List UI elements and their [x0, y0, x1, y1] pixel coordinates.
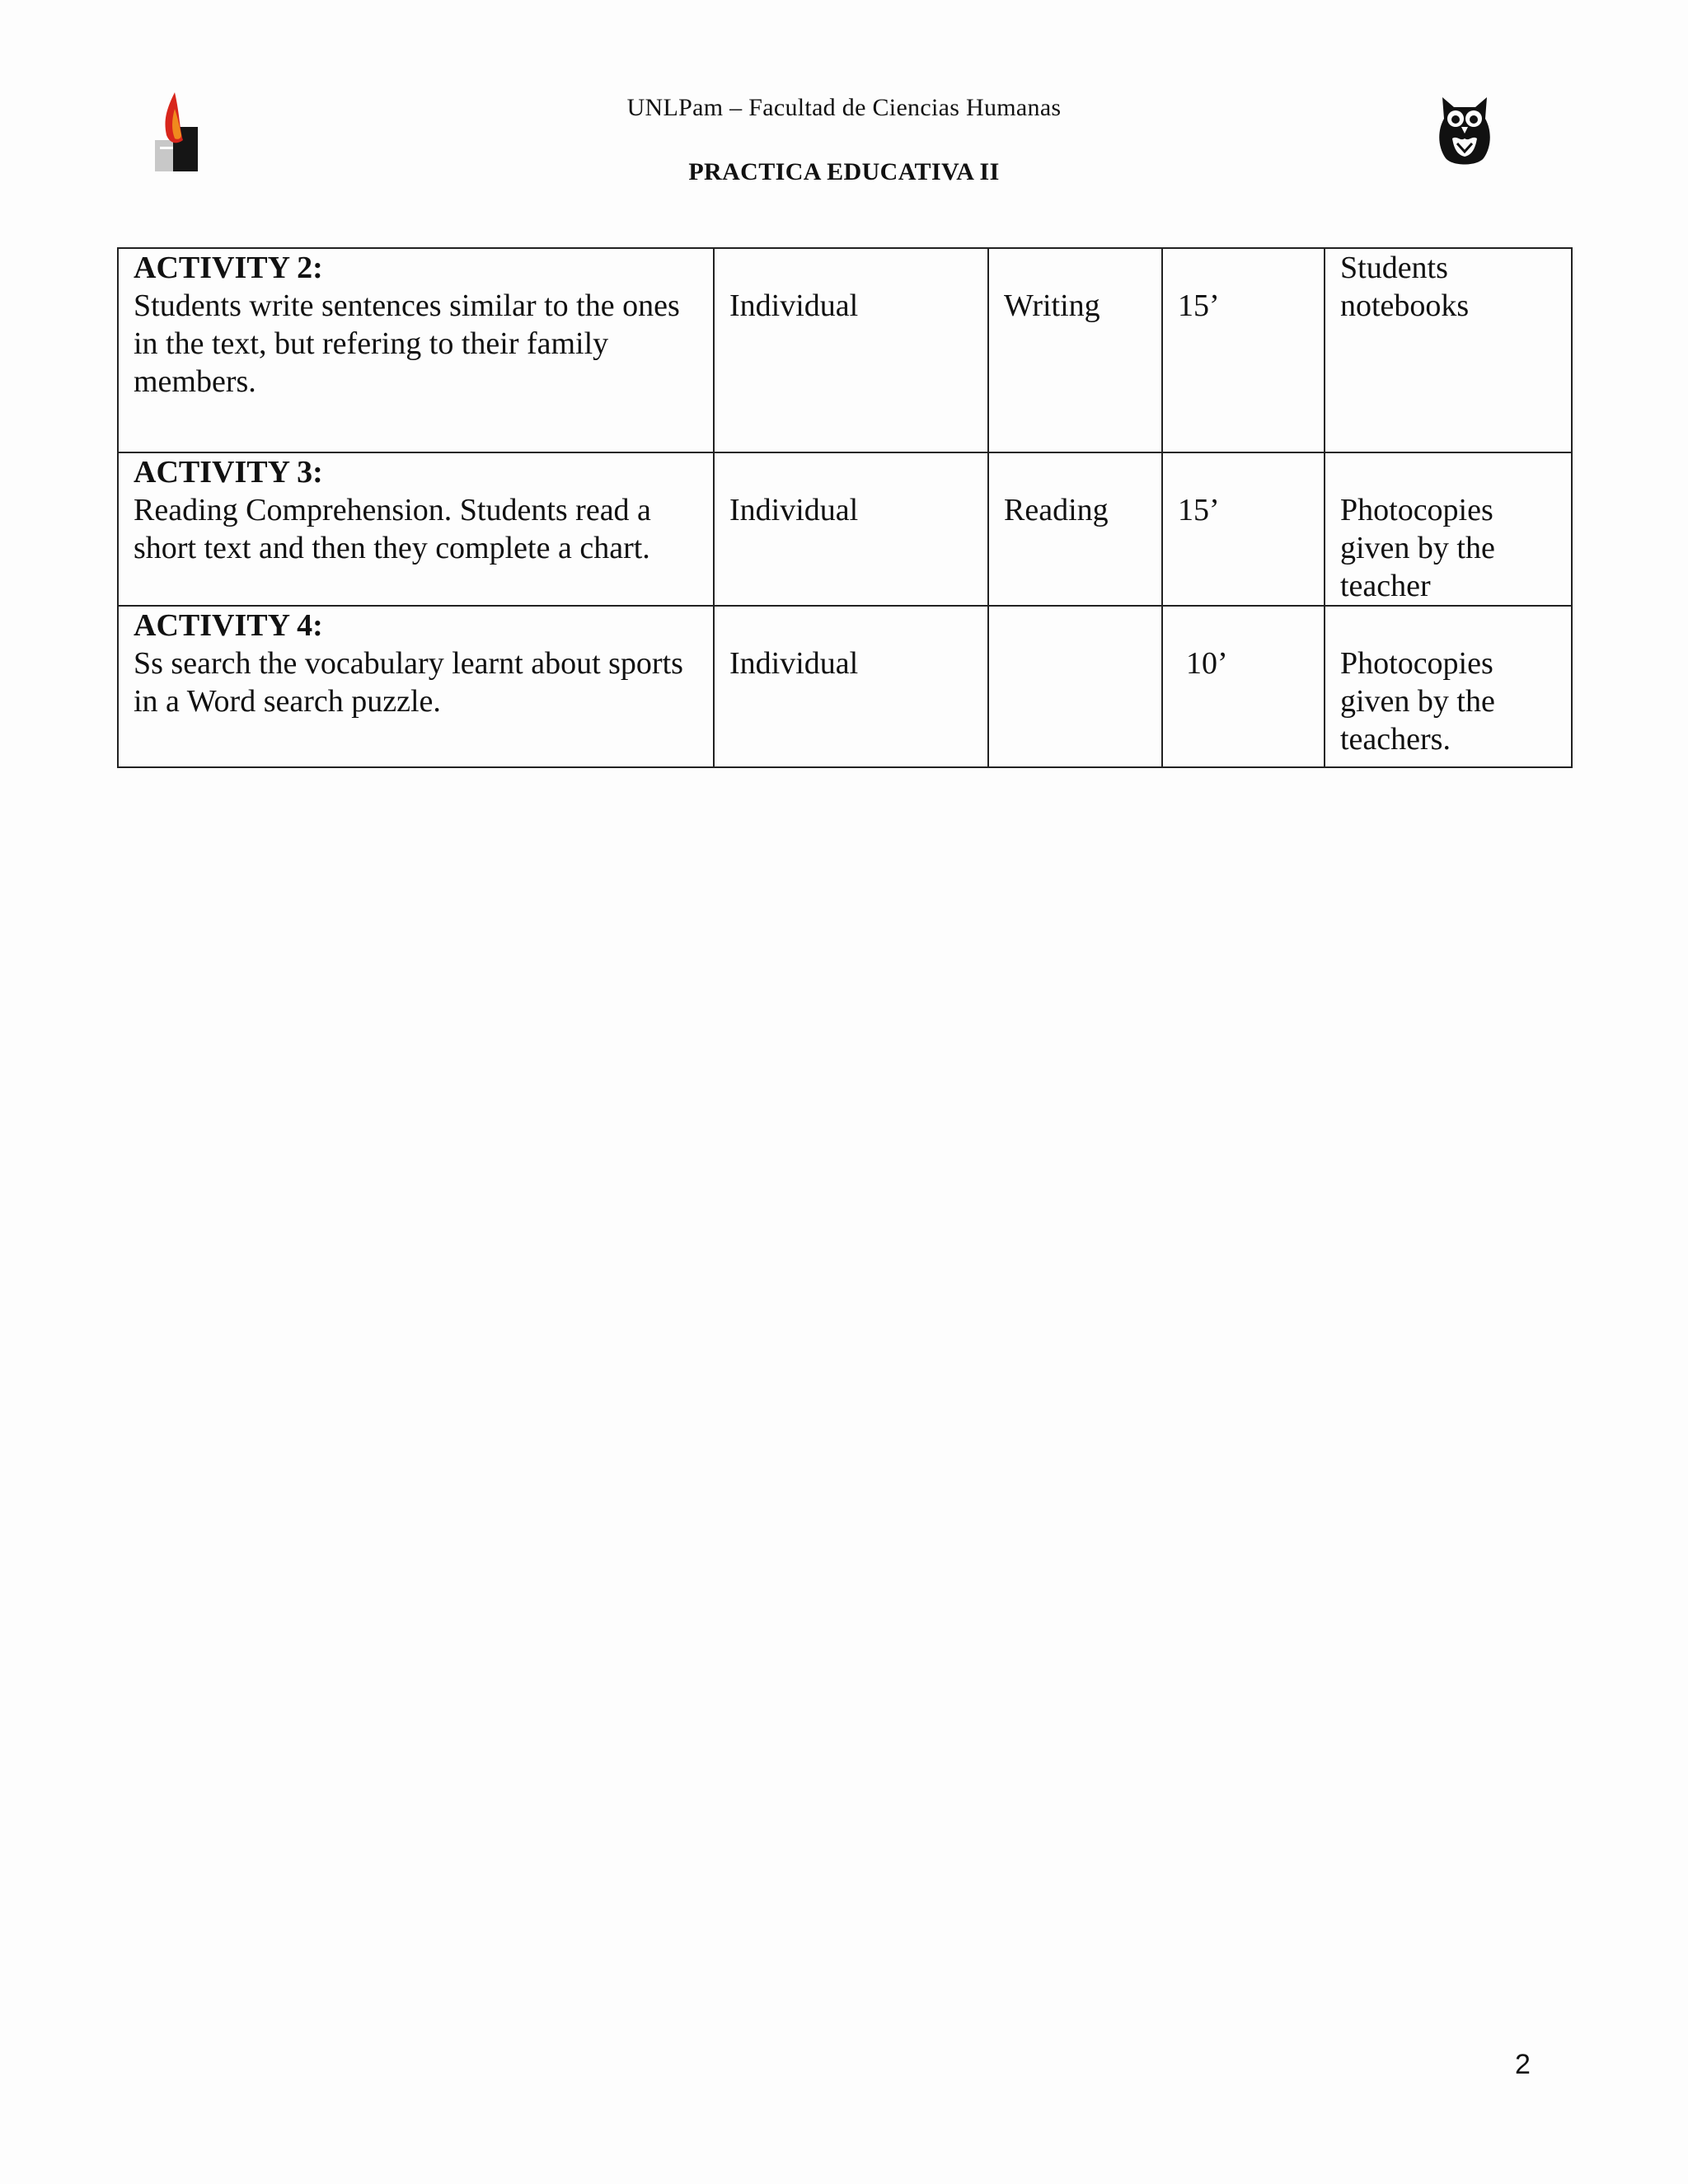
resources-cell: Photocopies given by the teacher — [1325, 452, 1572, 606]
time-cell: 15’ — [1162, 452, 1325, 606]
activity-description: Reading Comprehension. Students read a short text and then they complete a chart. — [134, 493, 651, 565]
time-cell: 15’ — [1162, 248, 1325, 452]
activity-description-cell — [118, 248, 714, 452]
skill-cell — [988, 606, 1162, 767]
activity-description: Ss search the vocabulary learnt about sports in a Word search puzzle. — [134, 646, 683, 719]
activity-description-cell — [118, 452, 714, 606]
table-row — [118, 248, 1572, 452]
skill-cell: Reading — [988, 452, 1162, 606]
page-header — [0, 0, 1688, 214]
header-institution: UNLPam – Facultad de Ciencias Humanas — [626, 94, 1062, 121]
table-row — [118, 606, 1572, 767]
activity-description: Students write sentences similar to the ones in the text, but refering to their family members. — [134, 288, 680, 399]
resources-cell: Students notebooks — [1325, 248, 1572, 452]
organization-cell: Individual — [714, 248, 988, 452]
resources-cell: Photocopies given by the teachers. — [1325, 606, 1572, 767]
skill-cell: Writing — [988, 248, 1162, 452]
owl-logo-icon — [1436, 94, 1493, 168]
organization-cell: Individual — [714, 452, 988, 606]
activities-table — [117, 247, 1573, 768]
activity-title: ACTIVITY 2: — [134, 251, 323, 285]
page-number: 2 — [1515, 2049, 1531, 2080]
header-subject: PRACTICA EDUCATIVA II — [688, 158, 1000, 185]
activity-title: ACTIVITY 3: — [134, 455, 323, 490]
activity-title: ACTIVITY 4: — [134, 608, 323, 643]
table-row — [118, 452, 1572, 606]
organization-cell: Individual — [714, 606, 988, 767]
time-cell: 10’ — [1162, 606, 1325, 767]
activity-description-cell — [118, 606, 714, 767]
